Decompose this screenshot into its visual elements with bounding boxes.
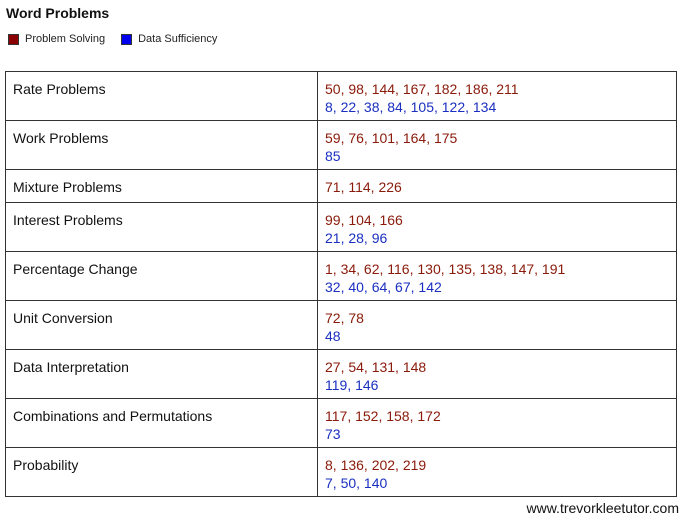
problem-solving-numbers: 71, 114, 226 <box>325 179 402 195</box>
table-row <box>6 399 677 448</box>
data-sufficiency-numbers: 32, 40, 64, 67, 142 <box>325 279 442 295</box>
data-sufficiency-numbers: 8, 22, 38, 84, 105, 122, 134 <box>325 99 497 115</box>
row-label: Combinations and Permutations <box>6 399 318 448</box>
problem-solving-numbers: 27, 54, 131, 148 <box>325 359 427 375</box>
row-label: Data Interpretation <box>6 350 318 399</box>
table-row <box>6 203 677 252</box>
table-row <box>6 301 677 350</box>
row-numbers <box>318 170 677 203</box>
data-sufficiency-numbers: 21, 28, 96 <box>325 230 388 246</box>
problem-solving-swatch <box>8 34 19 45</box>
legend-item-problem-solving <box>8 33 105 45</box>
word-problems-table <box>5 71 677 497</box>
row-numbers <box>318 448 677 497</box>
legend-label-problem-solving: Problem Solving <box>25 33 106 45</box>
legend <box>8 33 233 45</box>
row-numbers <box>318 252 677 301</box>
row-numbers <box>318 399 677 448</box>
problem-solving-numbers: 117, 152, 158, 172 <box>325 408 441 424</box>
data-sufficiency-numbers: 119, 146 <box>325 377 379 393</box>
row-numbers <box>318 121 677 170</box>
row-label: Percentage Change <box>6 252 318 301</box>
problem-solving-numbers: 99, 104, 166 <box>325 212 403 228</box>
row-label: Interest Problems <box>6 203 318 252</box>
row-label: Rate Problems <box>6 72 318 121</box>
data-sufficiency-swatch <box>121 34 132 45</box>
row-label: Mixture Problems <box>6 170 318 203</box>
row-label: Unit Conversion <box>6 301 318 350</box>
row-numbers <box>318 350 677 399</box>
table-row <box>6 121 677 170</box>
page-title: Word Problems <box>6 5 110 21</box>
table-row <box>6 448 677 497</box>
legend-label-data-sufficiency: Data Sufficiency <box>138 33 218 45</box>
row-numbers <box>318 72 677 121</box>
row-label: Work Problems <box>6 121 318 170</box>
data-sufficiency-numbers: 85 <box>325 148 341 164</box>
row-label: Probability <box>6 448 318 497</box>
problem-solving-numbers: 59, 76, 101, 164, 175 <box>325 130 458 146</box>
table-row <box>6 72 677 121</box>
problem-solving-numbers: 50, 98, 144, 167, 182, 186, 211 <box>325 81 519 97</box>
table-row <box>6 350 677 399</box>
row-numbers <box>318 301 677 350</box>
data-sufficiency-numbers: 7, 50, 140 <box>325 475 388 491</box>
data-sufficiency-numbers: 73 <box>325 426 341 442</box>
row-numbers <box>318 203 677 252</box>
legend-item-data-sufficiency <box>121 33 217 45</box>
data-sufficiency-numbers: 48 <box>325 328 341 344</box>
problem-solving-numbers: 72, 78 <box>325 310 364 326</box>
table-row <box>6 252 677 301</box>
table-row <box>6 170 677 203</box>
problem-solving-numbers: 8, 136, 202, 219 <box>325 457 427 473</box>
problem-solving-numbers: 1, 34, 62, 116, 130, 135, 138, 147, 191 <box>325 261 566 277</box>
site-watermark: www.trevorkleetutor.com <box>526 500 679 516</box>
